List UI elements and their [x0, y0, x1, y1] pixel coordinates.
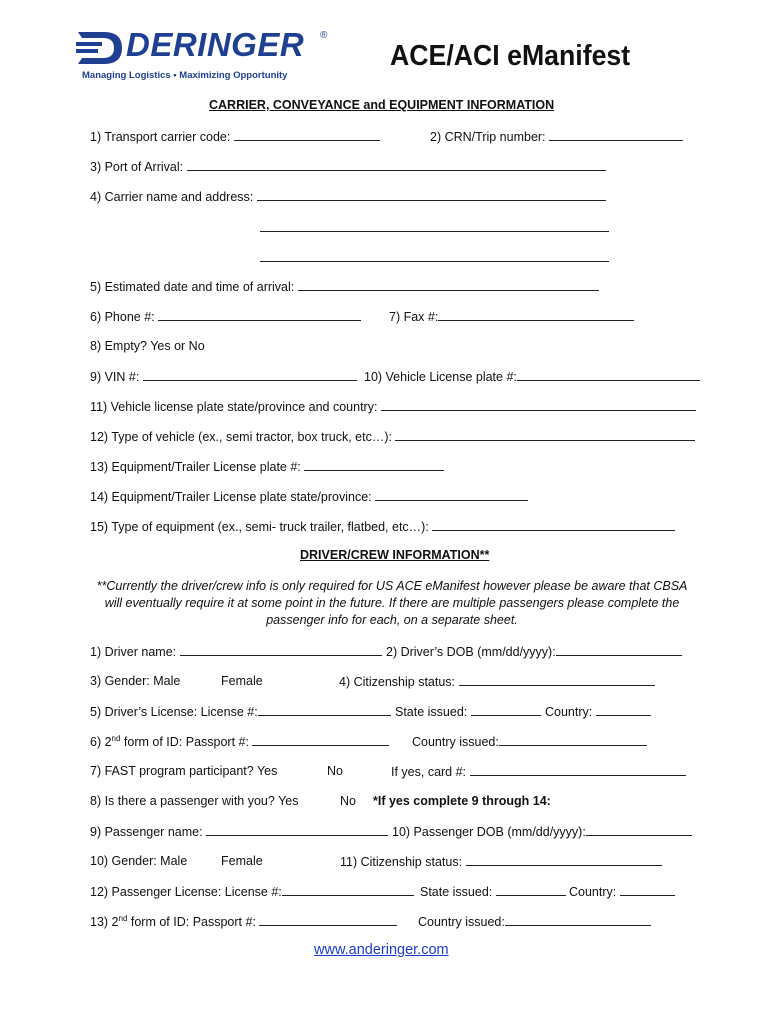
driver-id-country-input[interactable] — [499, 734, 647, 746]
field-label: 6) 2nd form of ID: Passport #: — [90, 734, 249, 750]
field-fax — [389, 309, 634, 324]
field-passenger-second-id-country — [418, 914, 651, 929]
vehicle-plate-input[interactable] — [517, 369, 700, 381]
field-label: 12) Type of vehicle (ex., semi tractor, box truck, etc…): — [90, 430, 392, 444]
field-trailer-plate-state — [90, 489, 528, 504]
field-driver-license-country — [545, 704, 651, 719]
driver-name-input[interactable] — [180, 644, 382, 656]
field-passenger-gender-male[interactable]: 10) Gender: Male — [90, 854, 188, 868]
field-label: 4) Citizenship status: — [339, 675, 456, 689]
page-title: ACE/ACI eManifest — [390, 40, 631, 72]
field-label: 2) CRN/Trip number: — [430, 130, 546, 144]
field-label: State issued: — [420, 885, 493, 899]
field-label: 13) Equipment/Trailer License plate #: — [90, 460, 301, 474]
field-label: 11) Citizenship status: — [340, 855, 463, 869]
phone-input[interactable] — [158, 309, 361, 321]
field-passenger-license — [90, 884, 414, 899]
carrier-address-input-2[interactable] — [260, 220, 609, 232]
field-label: 11) Vehicle license plate state/province and country: — [90, 400, 378, 414]
carrier-address-input-3[interactable] — [260, 250, 609, 262]
field-passenger-license-state — [420, 884, 566, 899]
field-driver-citizenship — [339, 674, 655, 689]
field-label: Country issued: — [412, 735, 499, 749]
trailer-plate-input[interactable] — [304, 459, 444, 471]
logo-tagline: Managing Logistics • Maximizing Opportunity — [82, 70, 288, 81]
driver-dob-input[interactable] — [556, 644, 682, 656]
field-passenger-license-country — [569, 884, 675, 899]
passenger-license-state-input[interactable] — [496, 884, 566, 896]
driver-citizenship-input[interactable] — [459, 674, 655, 686]
field-label: 15) Type of equipment (ex., semi- truck trailer, flatbed, etc…): — [90, 520, 429, 534]
field-label: State issued: — [395, 705, 468, 719]
field-driver-gender-male[interactable]: 3) Gender: Male — [90, 674, 181, 688]
field-equipment-type — [90, 519, 675, 534]
field-driver-second-id — [90, 734, 389, 749]
driver-license-state-input[interactable] — [471, 704, 541, 716]
vin-input[interactable] — [143, 369, 357, 381]
passenger-passport-input[interactable] — [259, 914, 397, 926]
field-label: 2) Driver’s DOB (mm/dd/yyyy): — [386, 645, 556, 659]
field-driver-name — [90, 644, 382, 659]
field-vehicle-type — [90, 429, 695, 444]
driver-license-input[interactable] — [258, 704, 391, 716]
field-label: 5) Estimated date and time of arrival: — [90, 280, 295, 294]
field-empty: 8) Empty? Yes or No — [90, 339, 205, 353]
field-label: 9) Passenger name: — [90, 825, 203, 839]
registered-mark: ® — [320, 30, 328, 41]
passenger-id-country-input[interactable] — [505, 914, 651, 926]
field-passenger-citizenship — [340, 854, 662, 869]
field-crn-trip-number — [430, 129, 683, 144]
field-carrier-name-address — [90, 189, 606, 204]
field-label: If yes, card #: — [391, 765, 467, 779]
field-passenger-no[interactable]: No — [340, 794, 356, 808]
field-driver-second-id-country — [412, 734, 647, 749]
field-label: 10) Passenger DOB (mm/dd/yyyy): — [392, 825, 586, 839]
field-vehicle-plate — [364, 369, 700, 384]
field-transport-carrier-code — [90, 129, 380, 144]
field-driver-gender-female[interactable]: Female — [221, 674, 263, 688]
field-label: 6) Phone #: — [90, 310, 155, 324]
field-passenger-gender-female[interactable]: Female — [221, 854, 263, 868]
field-label: 3) Port of Arrival: — [90, 160, 184, 174]
port-of-arrival-input[interactable] — [187, 159, 606, 171]
driver-passport-input[interactable] — [252, 734, 389, 746]
section-heading-driver: DRIVER/CREW INFORMATION** — [300, 548, 490, 562]
vehicle-type-input[interactable] — [395, 429, 695, 441]
field-passenger-name — [90, 824, 388, 839]
field-label: Country issued: — [418, 915, 505, 929]
field-driver-dob — [386, 644, 682, 659]
equipment-type-input[interactable] — [432, 519, 675, 531]
field-label: 5) Driver’s License: License #: — [90, 705, 258, 719]
crn-trip-number-input[interactable] — [549, 129, 683, 141]
field-label: 12) Passenger License: License #: — [90, 885, 282, 899]
field-label: Country: — [569, 885, 617, 899]
field-passenger-dob — [392, 824, 692, 839]
field-fast-participant-no[interactable]: No — [327, 764, 343, 778]
transport-carrier-code-input[interactable] — [234, 129, 380, 141]
field-port-of-arrival — [90, 159, 606, 174]
driver-info-note: **Currently the driver/crew info is only required for US ACE eManifest however please be aware that CBSA will eventually require it at some point in the future. If there are multiple passengers please complete the passenger info for each, on a separate sheet. — [96, 579, 688, 627]
field-driver-license — [90, 704, 391, 719]
deringer-logo — [76, 26, 331, 82]
field-label: Country: — [545, 705, 593, 719]
field-label: 14) Equipment/Trailer License plate state/province: — [90, 490, 372, 504]
field-label: 9) VIN #: — [90, 370, 140, 384]
website-link[interactable]: www.anderinger.com — [314, 942, 449, 958]
trailer-plate-state-input[interactable] — [375, 489, 528, 501]
field-label: 7) Fax #: — [389, 310, 439, 324]
field-driver-license-state — [395, 704, 541, 719]
passenger-license-country-input[interactable] — [620, 884, 675, 896]
section-heading-carrier: CARRIER, CONVEYANCE and EQUIPMENT INFORMATION — [209, 98, 555, 112]
passenger-name-input[interactable] — [206, 824, 388, 836]
field-vehicle-plate-state — [90, 399, 696, 414]
field-label: 1) Transport carrier code: — [90, 130, 231, 144]
driver-license-country-input[interactable] — [596, 704, 651, 716]
field-vin — [90, 369, 357, 384]
field-label: 1) Driver name: — [90, 645, 177, 659]
field-estimated-arrival — [90, 279, 599, 294]
field-passenger-yes[interactable]: 8) Is there a passenger with you? Yes — [90, 794, 299, 808]
fast-card-input[interactable] — [470, 764, 686, 776]
deringer-d-mark-icon — [76, 28, 124, 68]
field-label: 13) 2nd form of ID: Passport #: — [90, 914, 256, 930]
field-passenger-second-id — [90, 914, 397, 929]
passenger-license-input[interactable] — [282, 884, 414, 896]
field-fast-participant-yes[interactable]: 7) FAST program participant? Yes — [90, 764, 278, 778]
fax-input[interactable] — [438, 309, 634, 321]
field-phone — [90, 309, 361, 324]
estimated-arrival-input[interactable] — [298, 279, 599, 291]
carrier-address-input-1[interactable] — [257, 189, 606, 201]
passenger-dob-input[interactable] — [586, 824, 692, 836]
field-label: 10) Vehicle License plate #: — [364, 370, 517, 384]
field-fast-card — [391, 764, 686, 779]
field-trailer-plate — [90, 459, 444, 474]
passenger-citizenship-input[interactable] — [466, 854, 662, 866]
passenger-instruction: *If yes complete 9 through 14: — [373, 794, 551, 808]
vehicle-plate-state-input[interactable] — [381, 399, 696, 411]
logo-text: DERINGER — [126, 26, 305, 63]
field-label: 4) Carrier name and address: — [90, 190, 254, 204]
